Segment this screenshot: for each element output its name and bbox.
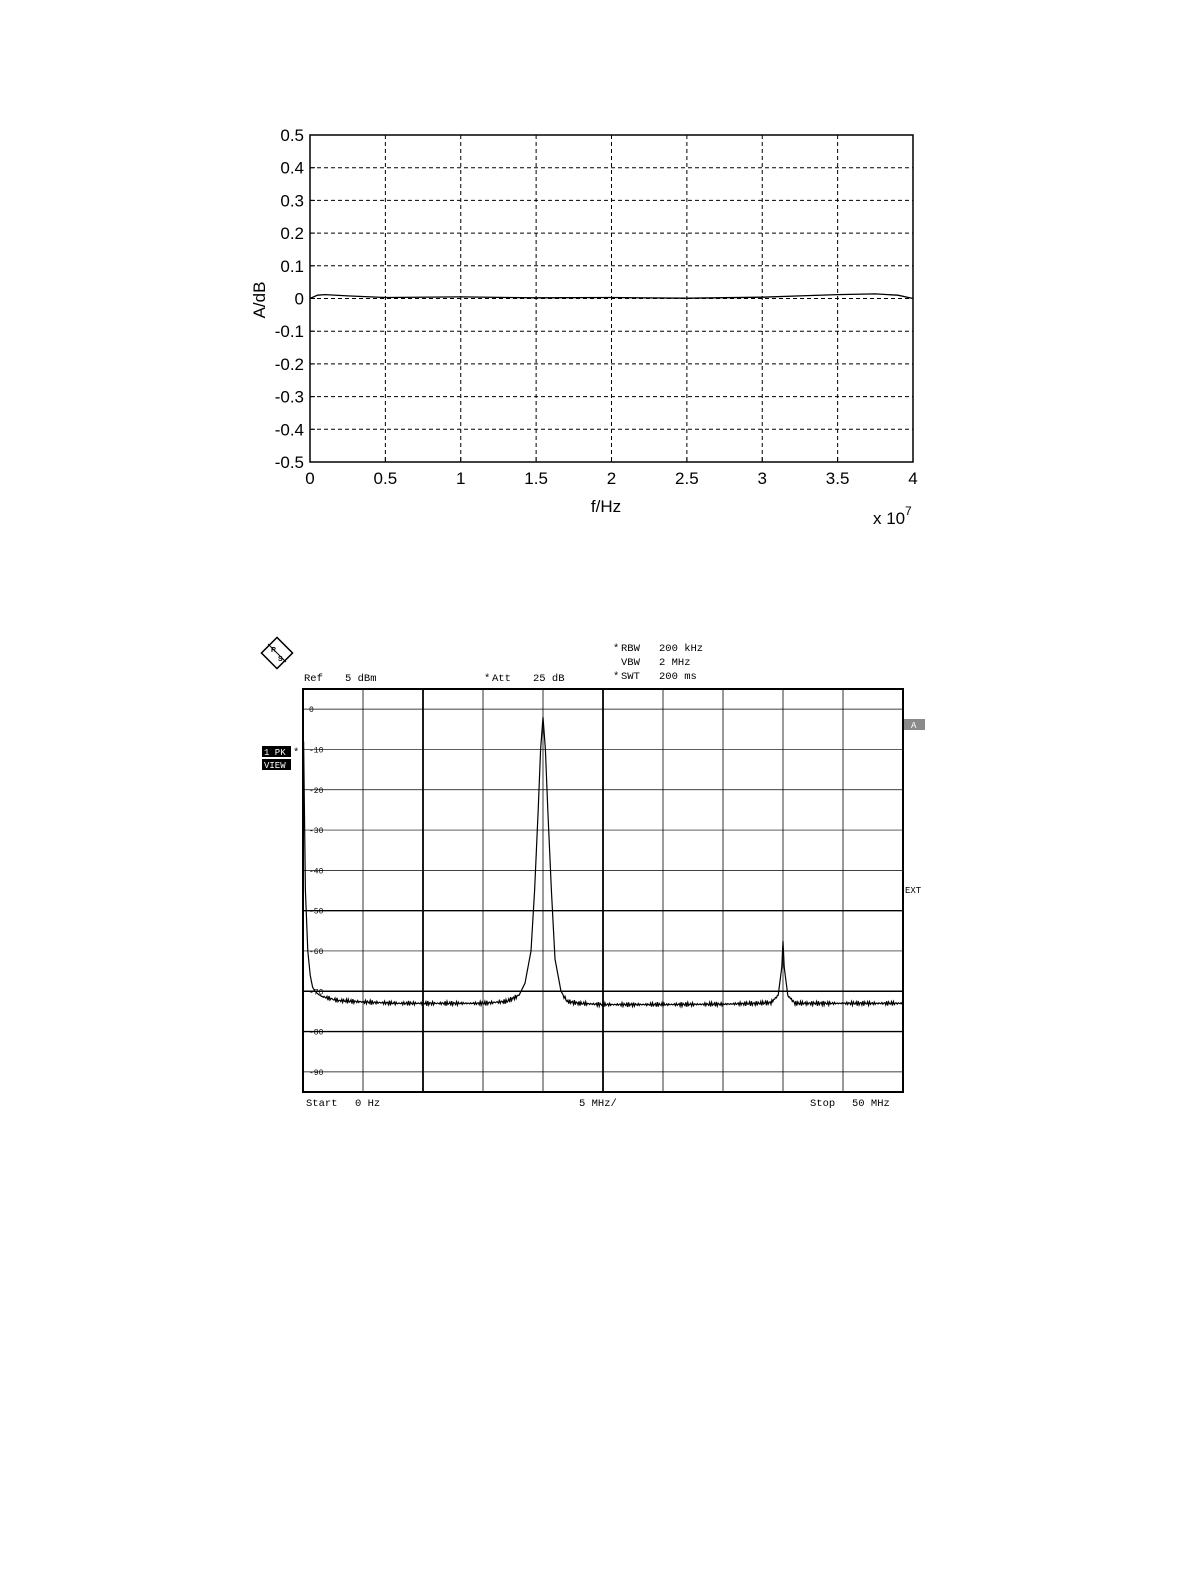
response-x-tick-label: 1.5: [524, 469, 548, 488]
spectrum-y-tick-label: -30: [309, 827, 324, 837]
svg-text:S: S: [278, 656, 283, 663]
response-x-tick-label: 2: [606, 469, 617, 488]
ref-value: 5 dBm: [345, 673, 377, 685]
response-y-tick-label: 0.4: [280, 158, 304, 178]
vbw-value: 2 MHz: [659, 657, 691, 669]
response-y-tick-label: 0.5: [280, 126, 304, 145]
response-x-multiplier-exponent: 7: [905, 504, 912, 518]
spectrum-chart: [261, 637, 925, 1110]
response-x-tick-label: 1: [456, 469, 466, 488]
response-y-tick-label: 0.2: [280, 224, 304, 244]
rbw-asterisk: *: [613, 643, 620, 655]
response-y-ticks: [275, 126, 315, 472]
response-x-multiplier: x 10: [873, 509, 906, 528]
att-asterisk: *: [484, 673, 491, 685]
response-x-tick-label: 3.5: [825, 469, 850, 488]
stop-label: Stop: [810, 1098, 836, 1110]
response-x-tick-label: 0.5: [373, 469, 398, 488]
response-x-tick-label: 2.5: [675, 469, 699, 488]
response-y-tick-label: -0.2: [274, 354, 304, 374]
stop-value: 50 MHz: [852, 1098, 890, 1110]
ext-label: EXT: [905, 886, 922, 896]
swt-label: SWT: [621, 671, 640, 683]
response-y-tick-label: -0.4: [274, 420, 304, 440]
start-value: 0 Hz: [355, 1098, 381, 1110]
spectrum-y-tick-label: -70: [309, 988, 324, 998]
rbw-value: 200 kHz: [659, 643, 704, 655]
spectrum-y-tick-label: -40: [309, 867, 324, 877]
view-badge-label: VIEW: [264, 761, 286, 771]
response-chart: [250, 126, 918, 528]
att-label: Att: [492, 673, 511, 685]
spectrum-y-tick-label: -90: [309, 1068, 324, 1078]
trace-asterisk: *: [293, 747, 300, 759]
response-y-tick-label: 0.1: [280, 256, 304, 276]
span-label: 5 MHz/: [579, 1098, 617, 1110]
response-x-axis-label: f/Hz: [590, 497, 622, 516]
spectrum-y-tick-label: 0: [309, 706, 314, 716]
swt-value: 200 ms: [659, 671, 697, 683]
response-y-tick-label: 0: [294, 289, 304, 309]
spectrum-y-tick-label: -80: [309, 1028, 324, 1038]
response-y-tick-label: -0.1: [274, 322, 304, 342]
response-y-tick-label: -0.5: [274, 453, 304, 472]
spectrum-y-tick-label: -10: [309, 746, 324, 756]
response-y-tick-label: 0.3: [280, 191, 304, 211]
vbw-label: VBW: [621, 657, 640, 669]
spectrum-y-tick-label: -60: [309, 947, 324, 957]
response-x-tick-label: 4: [908, 469, 918, 488]
response-x-tick-label: 0: [305, 469, 315, 488]
swt-asterisk: *: [613, 671, 620, 683]
response-x-tick-label: 3: [757, 469, 767, 488]
ref-label: Ref: [304, 673, 323, 685]
spectrum-y-tick-label: -20: [309, 786, 324, 796]
response-y-tick-label: -0.3: [274, 387, 304, 407]
att-value: 25 dB: [533, 673, 565, 685]
trace-badge-label: 1 PK: [264, 748, 286, 758]
rbw-label: RBW: [621, 643, 640, 655]
rs-logo: [261, 637, 292, 668]
spectrum-y-tick-label: -50: [309, 907, 324, 917]
response-y-axis-label: A/dB: [250, 281, 269, 319]
trace-a-badge-label: A: [911, 721, 917, 731]
svg-text:R: R: [271, 647, 277, 654]
start-label: Start: [306, 1098, 338, 1110]
